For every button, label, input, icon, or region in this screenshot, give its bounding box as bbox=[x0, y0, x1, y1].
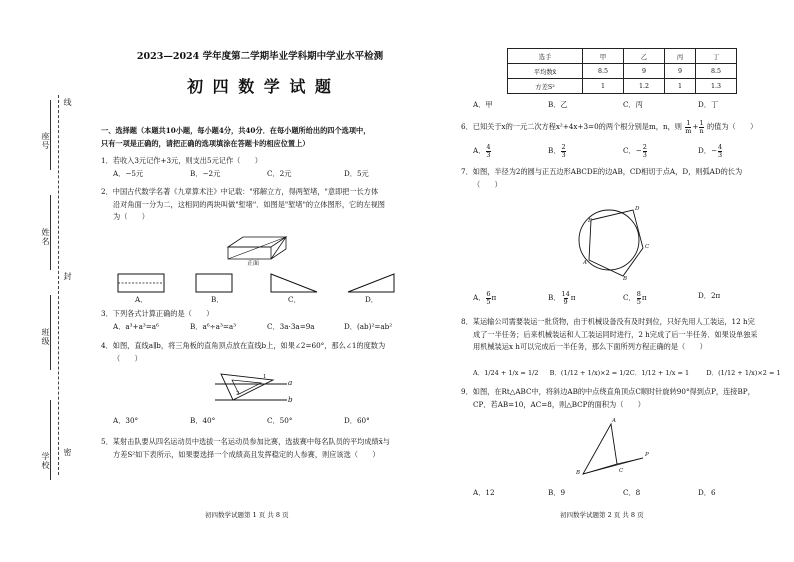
q4-label-b: b bbox=[288, 395, 293, 404]
q9-label-a: A bbox=[612, 418, 616, 424]
q3-option-c[interactable]: C．3a·3a=9a bbox=[267, 321, 315, 331]
q7-option-d[interactable]: D．2π bbox=[698, 291, 721, 300]
q2-option-d-figure[interactable] bbox=[347, 273, 395, 295]
q4-option-c[interactable]: C．50° bbox=[267, 416, 293, 425]
school-blank[interactable] bbox=[50, 400, 51, 480]
q2-stem-line3: 为（ ） bbox=[113, 212, 149, 222]
q3-option-a[interactable]: A．a³+a³=a⁶ bbox=[113, 321, 159, 331]
seat-number-blank[interactable] bbox=[50, 100, 51, 170]
table-cell: 1.3 bbox=[695, 79, 736, 94]
exam-title: 2023—2024 学年度第二学期毕业学科期中学业水平检测 bbox=[136, 51, 384, 62]
q6-option-c[interactable]: C．− $\frac{2}{3}$ bbox=[623, 143, 647, 159]
q3-options bbox=[101, 321, 421, 334]
q9-triangle-figure bbox=[577, 420, 653, 482]
q2-stem-line2: 沿对角面一分为二，这相同的两块叫做"堑堵"．如图是"堑堵"的立体图形，它的左视图 bbox=[113, 199, 385, 209]
table-cell: 8.5 bbox=[695, 64, 736, 79]
table-header-cell: 甲 bbox=[583, 49, 624, 64]
q5-stem-line2: 方差S²如下表所示，如果要选择一个成绩高且发挥稳定的人参赛，则应该选（ ） bbox=[113, 449, 380, 459]
q4-option-d[interactable]: D．60° bbox=[344, 416, 370, 425]
q1-option-d[interactable]: D．5元 bbox=[344, 168, 369, 178]
q5-option-a[interactable]: A．甲 bbox=[473, 100, 493, 109]
q5-option-d[interactable]: D．丁 bbox=[698, 100, 719, 109]
q8-options bbox=[473, 368, 783, 377]
q1-option-c[interactable]: C．2元 bbox=[267, 168, 292, 178]
name-blank[interactable] bbox=[50, 195, 51, 270]
q9-label-c: C bbox=[619, 468, 624, 474]
table-cell: 8.5 bbox=[583, 64, 624, 79]
q2-option-label-c: C． bbox=[288, 295, 301, 304]
q6-option-b[interactable]: B． $\frac{2}{3}$ bbox=[548, 143, 566, 159]
q2-stem-line1: 2．中国古代数学名著《九章算术注》中记载："邪解立方，得两堑堵，"意即把一长方体 bbox=[101, 187, 379, 196]
q6-frac-1m: $\frac{1}{m}$ bbox=[685, 119, 692, 135]
question-8 bbox=[461, 316, 783, 354]
page1-footer: 初四数学试题第 1 页 共 8 页 bbox=[205, 511, 289, 519]
q9-option-b[interactable]: B．9 bbox=[548, 488, 566, 497]
right-page bbox=[455, 48, 785, 548]
q2-qiandu-figure bbox=[223, 233, 303, 265]
class-label: 班级 bbox=[41, 328, 50, 346]
question-4 bbox=[101, 340, 421, 365]
q7-stem-line2: （ ） bbox=[473, 179, 502, 189]
q8-option-d[interactable]: D．(1/12 + 1/x)×2 = 1 bbox=[706, 369, 781, 377]
q2-option-label-d: D． bbox=[365, 295, 378, 304]
binding-margin bbox=[0, 0, 90, 562]
table-cell: 平均数x̄ bbox=[508, 64, 583, 79]
q7-label-b: B bbox=[623, 276, 628, 282]
page2-footer: 初四数学试题第 2 页 共 8 页 bbox=[560, 511, 644, 519]
q7-label-a: A bbox=[583, 260, 587, 266]
table-header-row bbox=[508, 49, 737, 64]
table-header-cell: 丁 bbox=[695, 49, 736, 64]
binding-mark-dense: 密 bbox=[63, 448, 72, 457]
question-9 bbox=[461, 386, 783, 411]
q6-option-d[interactable]: D．− $\frac{4}{3}$ bbox=[698, 143, 723, 159]
q4-label-a: a bbox=[288, 378, 293, 387]
q9-option-a[interactable]: A．12 bbox=[473, 488, 495, 497]
q5-option-b[interactable]: B．乙 bbox=[548, 100, 568, 109]
q6-option-a[interactable]: A． $\frac{4}{3}$ bbox=[473, 143, 491, 159]
q6-options bbox=[473, 144, 773, 158]
q3-stem: 3．下列各式计算正确的是（ ） bbox=[101, 309, 214, 318]
q6-stem-b: 的值为（ ） bbox=[706, 122, 758, 131]
q7-label-e: E bbox=[588, 218, 593, 224]
section1-heading: 一、选择题（本题共10小题，每小题4分，共40分．在每小题所给出的四个选项中， 只有一项是正确的，请把正确的选项填涂在答题卡的相应位置上） bbox=[101, 126, 371, 148]
q7-label-d: D bbox=[635, 206, 640, 212]
table-cell: 1 bbox=[665, 79, 696, 94]
q9-label-b: B bbox=[576, 470, 581, 476]
table-header-cell: 选手 bbox=[508, 49, 583, 64]
q5-options bbox=[473, 100, 773, 110]
question-3 bbox=[101, 308, 421, 333]
q1-option-a[interactable]: A．−5元 bbox=[113, 168, 144, 178]
table-header-cell: 丙 bbox=[665, 49, 696, 64]
question-5 bbox=[101, 436, 421, 461]
q5-option-c[interactable]: C．丙 bbox=[623, 100, 643, 109]
question-6: 6．已知关于x的一元二次方程x²+4x+3=0的两个根分别是m，n，则 $\frac{1}{m}$ + $\frac{1}{n}$ 的值为（ ） bbox=[461, 119, 758, 135]
q2-option-a-figure[interactable] bbox=[117, 273, 165, 295]
q4-label-1: 1 bbox=[263, 374, 267, 380]
q7-option-a[interactable]: A． $\frac{6}{5}$ π bbox=[473, 290, 497, 306]
q7-option-c[interactable]: C． $\frac{8}{5}$ π bbox=[623, 290, 647, 306]
q9-stem-line2: CP．若AB=10，AC=8，则△BCP的面积为（ ） bbox=[473, 399, 645, 409]
school-label: 学校 bbox=[41, 452, 50, 470]
table-cell: 9 bbox=[665, 64, 696, 79]
q3-option-b[interactable]: B．a⁶÷a³=a³ bbox=[190, 321, 237, 331]
q9-option-c[interactable]: C．8 bbox=[623, 488, 641, 497]
q8-option-c[interactable]: C．1/12 + 1/x = 1 bbox=[629, 369, 690, 377]
question-2 bbox=[101, 186, 421, 224]
q9-stem-line1: 9．如图，在Rt△ABC中，将斜边AB的中点绕直角顶点C顺时针旋转90°得到点P，连接BP， bbox=[461, 387, 755, 396]
q4-parallel-lines-figure bbox=[213, 370, 293, 408]
q2-option-label-b: B． bbox=[211, 295, 224, 304]
class-blank[interactable] bbox=[50, 295, 51, 370]
q9-options bbox=[473, 488, 773, 498]
q4-stem-line1: 4．如图，直线a∥b，将三角板的直角顶点放在直线b上，如果∠2=60°，那么∠1的度数为 bbox=[101, 341, 386, 350]
table-cell: 1.2 bbox=[624, 79, 665, 94]
table-row bbox=[508, 64, 737, 79]
question-1 bbox=[101, 155, 421, 180]
q7-stem-line1: 7．如图，半径为2的圆与正五边形ABCDE的边AB，CD相切于点A，D，则弧AD的长为 bbox=[461, 167, 743, 176]
q8-stem-line3: 用机械装运x h可以完成后一半任务，那么下面所列方程正确的是（ ） bbox=[473, 342, 707, 352]
binding-mark-seal: 封 bbox=[63, 272, 72, 281]
q6-stem-a: 6．已知关于x的一元二次方程x²+4x+3=0的两个根分别是m，n，则 bbox=[461, 122, 682, 131]
q4-options bbox=[113, 416, 421, 426]
table-cell: 1 bbox=[583, 79, 624, 94]
q2-front-label: 正面 bbox=[247, 260, 260, 267]
q7-option-b[interactable]: B． $\frac{14}{9}$ π bbox=[548, 290, 576, 306]
q9-label-p: P bbox=[645, 452, 649, 458]
binding-line bbox=[58, 95, 59, 475]
exam-subtitle: 初 四 数 学 试 题 bbox=[187, 77, 333, 96]
q4-label-2: 2 bbox=[236, 391, 240, 397]
name-label: 姓名 bbox=[41, 228, 50, 246]
q2-option-b-figure[interactable] bbox=[195, 273, 233, 295]
question-7 bbox=[461, 166, 781, 191]
q7-options bbox=[473, 291, 773, 305]
table-header-cell: 乙 bbox=[624, 49, 665, 64]
q8-option-b[interactable]: B．(1/12 + 1/x)×2 = 1/2 bbox=[549, 369, 630, 377]
table-cell: 9 bbox=[624, 64, 665, 79]
q6-frac-1n: $\frac{1}{n}$ bbox=[699, 119, 704, 135]
q9-option-d[interactable]: D．6 bbox=[698, 488, 716, 497]
q2-option-c-figure[interactable] bbox=[270, 273, 318, 295]
q8-stem-line2: 成了一半任务；后来机械装运和人工装运同时进行，2 h完成了后一半任务．如果设单独采 bbox=[473, 329, 758, 339]
q5-stem-line1: 5．某射击队要从四名运动员中选拔一名运动员参加比赛，选拔赛中每名队员的平均成绩x̄与 bbox=[101, 437, 390, 446]
q8-stem-line1: 8．某运输公司需要装运一批货物，由于机械设备没有及时到位，只好先用人工装运，12 h完 bbox=[461, 317, 755, 326]
q4-stem-line2: （ ） bbox=[113, 353, 142, 363]
q1-option-b[interactable]: B．−2元 bbox=[190, 168, 221, 178]
q5-stats-table bbox=[507, 48, 737, 94]
table-row bbox=[508, 79, 737, 94]
q2-option-label-a: A． bbox=[135, 295, 148, 304]
q7-label-c: C bbox=[645, 244, 650, 250]
q1-options bbox=[101, 168, 421, 181]
q4-option-b[interactable]: B．40° bbox=[190, 416, 216, 425]
q4-option-a[interactable]: A．30° bbox=[113, 416, 139, 425]
left-page bbox=[95, 48, 425, 548]
q1-stem: 1．若收入3元记作+3元，则支出5元记作（ ） bbox=[101, 156, 262, 165]
q3-option-d[interactable]: D．(ab)²=ab² bbox=[344, 321, 393, 331]
seat-number-label: 座号 bbox=[41, 132, 50, 150]
table-cell: 方差S² bbox=[508, 79, 583, 94]
q8-option-a[interactable]: A．1/24 + 1/x = 1/2 bbox=[473, 369, 539, 377]
binding-mark-line: 线 bbox=[63, 98, 72, 107]
